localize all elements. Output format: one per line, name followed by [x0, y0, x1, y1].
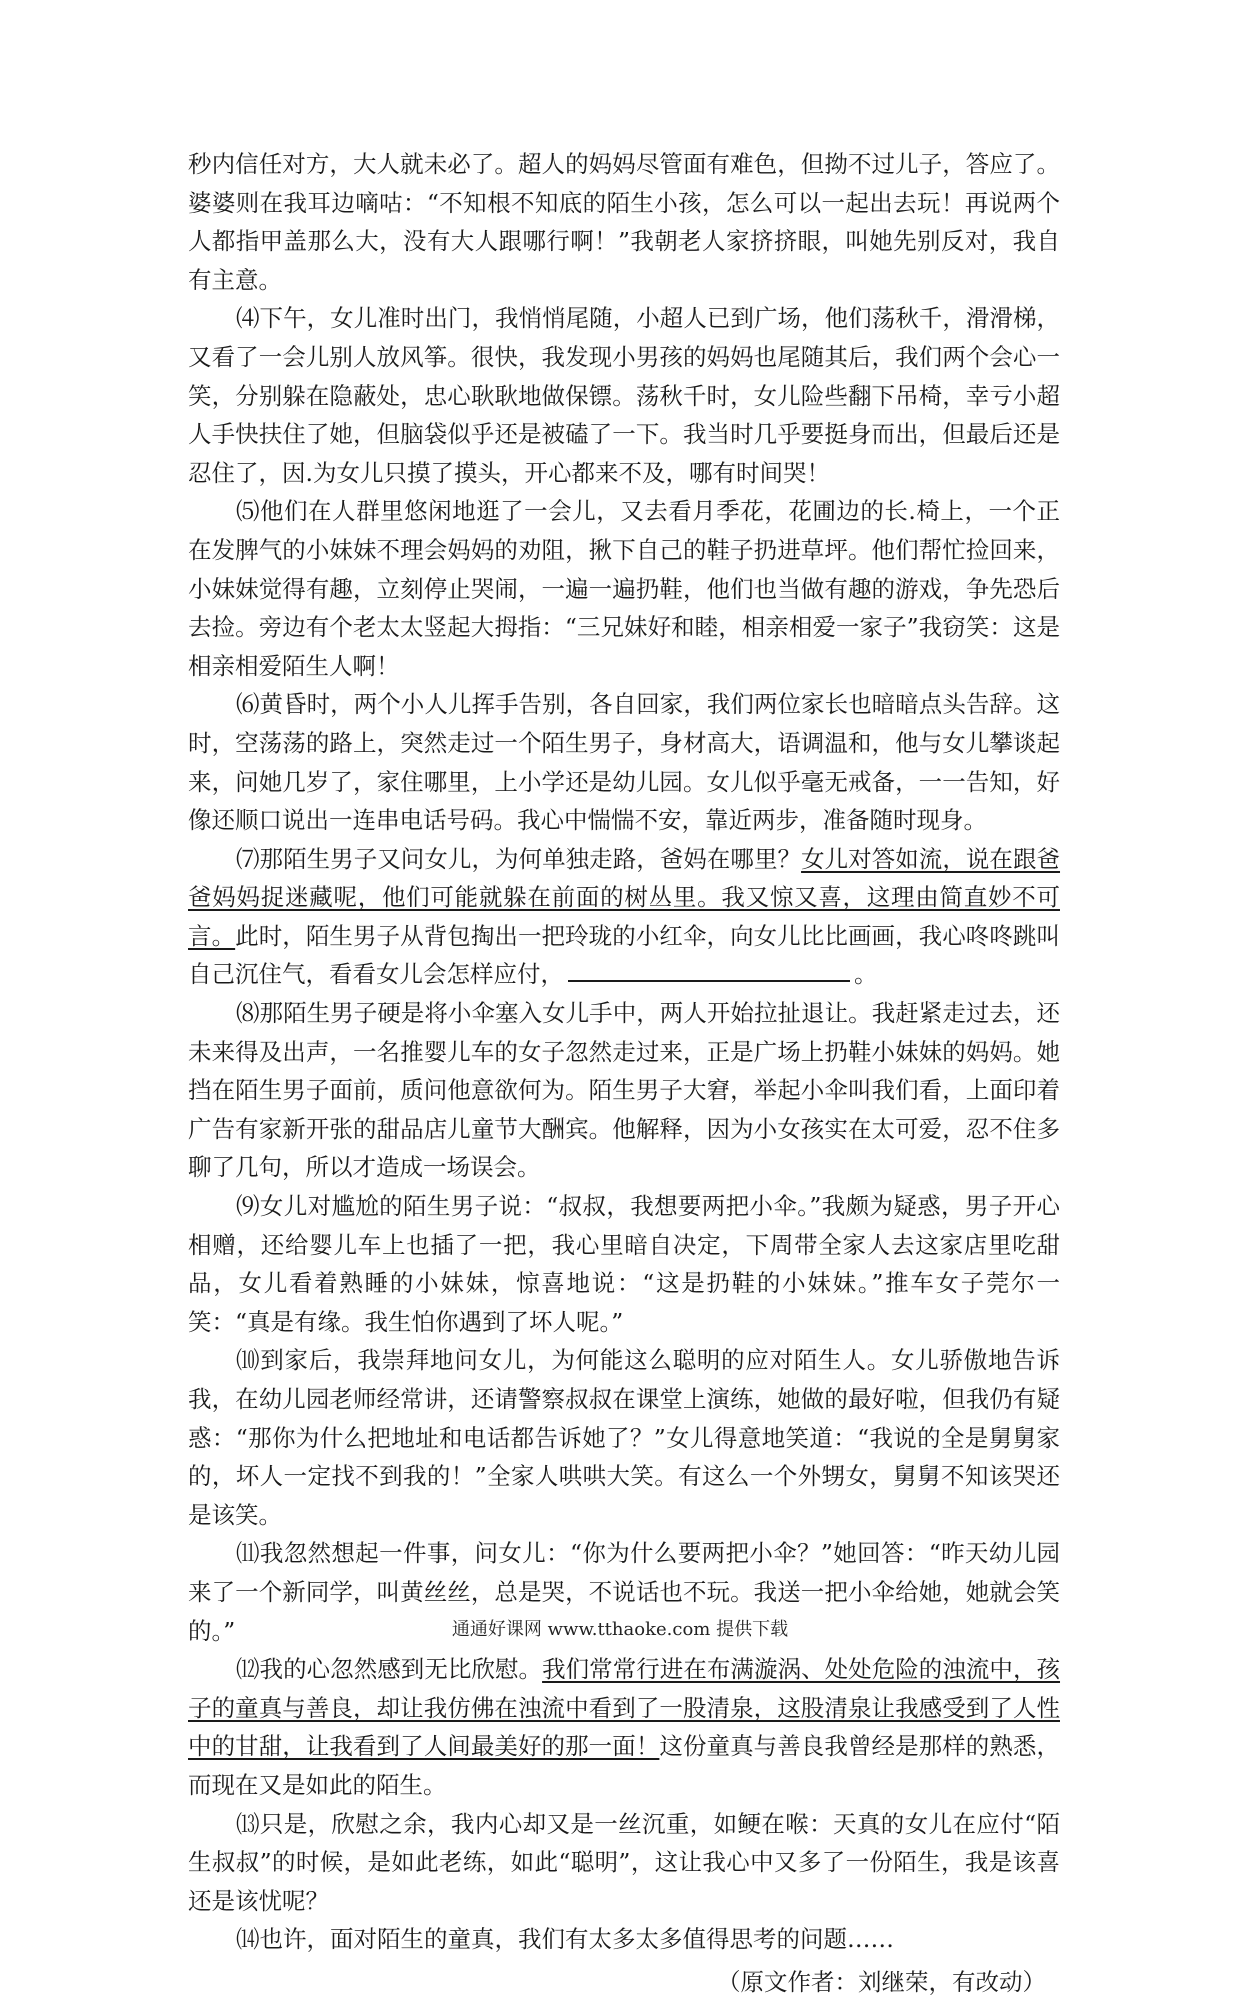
paragraph-10: ⑽到家后，我崇拜地问女儿，为何能这么聪明的应对陌生人。女儿骄傲地告诉我，在幼儿园老师经常讲，还请警察叔叔在课堂上演练，她做的最好啦，但我仍有疑惑：“那你为什么把地址和电话都告诉她了？”女儿得意地笑道：“我说的全是舅舅家的，坏人一定找不到我的！”全家人哄哄大笑。有这么一个外甥女，舅舅不知该哭还是该笑。 — [188, 1346, 1060, 1529]
page-footer: 通通好课网 www.tthaoke.com 提供下载 — [451, 1619, 789, 1640]
source-attribution: （原文作者：刘继荣，有改动） — [717, 1967, 1046, 1996]
paragraph-12-text-b: 这份童真与善良我曾经是那样的熟悉，而现在又是如此的陌生。 — [188, 1732, 1061, 1799]
paragraph-3-continuation: 秒内信任对方，大人就未必了。超人的妈妈尽管面有难色，但拗不过儿子，答应了。婆婆则在我耳边嘀咕：“不知根不知底的陌生小孩，怎么可以一起出去玩！再说两个人都指甲盖那么大，没有大人跟哪行啊！”我朝老人家挤挤眼，叫她先别反对，我自有主意。 — [188, 150, 1060, 294]
paragraph-9: ⑼女儿对尴尬的陌生男子说：“叔叔，我想要两把小伞。”我颇为疑惑，男子开心相赠，还给婴儿车上也插了一把，我心里暗自决定，下周带全家人去这家店里吃甜品，女儿看着熟睡的小妹妹，惊喜地说：“这是扔鞋的小妹妹。”推车女子莞尔一笑：“真是有缘。我生怕你遇到了坏人呢。” — [188, 1192, 1060, 1336]
paragraph-11: ⑾我忽然想起一件事，问女儿：“你为什么要两把小伞？”她回答：“昨天幼儿园来了一个新同学，叫黄丝丝，总是哭，不说话也不玩。我送一把小伞给她，她就会笑的。” — [188, 1539, 1060, 1645]
article-body — [188, 145, 1060, 2002]
paragraph-5: ⑸他们在人群里悠闲地逛了一会儿，又去看月季花，花圃边的长.椅上，一个正在发脾气的小妹妹不理会妈妈的劝阻，揪下自己的鞋子扔进草坪。他们帮忙捡回来，小妹妹觉得有趣，立刻停止哭闹，一遍一遍扔鞋，他们也当做有趣的游戏，争先恐后去捡。旁边有个老太太竖起大拇指：“三兄妹好和睦，相亲相爱一家子”我窃笑：这是相亲相爱陌生人啊！ — [188, 497, 1060, 680]
paragraph-7-text-c: 。 — [854, 960, 878, 989]
paragraph-12-underlined: 我们常常行进在布满漩涡、处处危险的浊流中，孩子的童真与善良，却让我仿佛在浊流中看到了一股清泉，这股清泉让我感受到了人性中的甘甜，让我看到了人间最美好的那一面！ — [188, 1655, 1061, 1761]
answer-blank[interactable] — [568, 958, 850, 982]
paragraph-7 — [188, 840, 1060, 994]
paragraph-7-text-b: 此时，陌生男子从背包掏出一把玲珑的小红伞，向女儿比比画画，我心咚咚跳叫自己沉住气，看看女儿会怎样应付， — [188, 921, 1061, 989]
paragraph-6: ⑹黄昏时，两个小人儿挥手告别，各自回家，我们两位家长也暗暗点头告辞。这时，空荡荡的路上，突然走过一个陌生男子，身材高大，语调温和，他与女儿攀谈起来，问她几岁了，家住哪里，上小学还是幼儿园。女儿似乎毫无戒备，一一告知，好像还顺口说出一连串电话号码。我心中惴惴不安，靠近两步，准备随时现身。 — [188, 690, 1060, 835]
paragraph-8: ⑻那陌生男子硬是将小伞塞入女儿手中，两人开始拉扯退让。我赶紧走过去，还未来得及出声，一名推婴儿车的女子忽然走过来，正是广场上扔鞋小妹妹的妈妈。她挡在陌生男子面前，质问他意欲何为。陌生男子大窘，举起小伞叫我们看，上面印着广告有家新开张的甜品店儿童节大酬宾。他解释，因为小女孩实在太可爱，忍不住多聊了几句，所以才造成一场误会。 — [188, 999, 1060, 1182]
paragraph-13: ⒀只是，欣慰之余，我内心却又是一丝沉重，如鲠在喉：天真的女儿在应付“陌生叔叔”的时候，是如此老练，如此“聪明”，这让我心中又多了一份陌生，我是该喜还是该忧呢？ — [188, 1809, 1060, 1915]
paragraph-7-underlined: 女儿对答如流，说在跟爸爸妈妈捉迷藏呢，他们可能就躲在前面的树丛里。我又惊又喜，这理由简直妙不可言。 — [188, 844, 1061, 950]
paragraph-12 — [188, 1650, 1060, 1804]
paragraph-14: ⒁也许，面对陌生的童真，我们有太多太多值得思考的问题…… — [236, 1925, 894, 1954]
paragraph-7-text-a: ⑺那陌生男子又问女儿，为何单独走路，爸妈在哪里？ — [236, 844, 802, 873]
paragraph-12-text-a: ⑿我的心忽然感到无比欣慰。 — [236, 1655, 543, 1684]
paragraph-4: ⑷下午，女儿准时出门，我悄悄尾随，小超人已到广场，他们荡秋千，滑滑梯，又看了一会儿别人放风筝。很快，我发现小男孩的妈妈也尾随其后，我们两个会心一笑，分别躲在隐蔽处，忠心耿耿地做保镖。荡秋千时，女儿险些翻下吊椅，幸亏小超人手快扶住了她，但脑袋似乎还是被磕了一下。我当时几乎要挺身而出，但最后还是忍住了，因.为女儿只摸了摸头，开心都来不及，哪有时间哭！ — [188, 304, 1060, 487]
